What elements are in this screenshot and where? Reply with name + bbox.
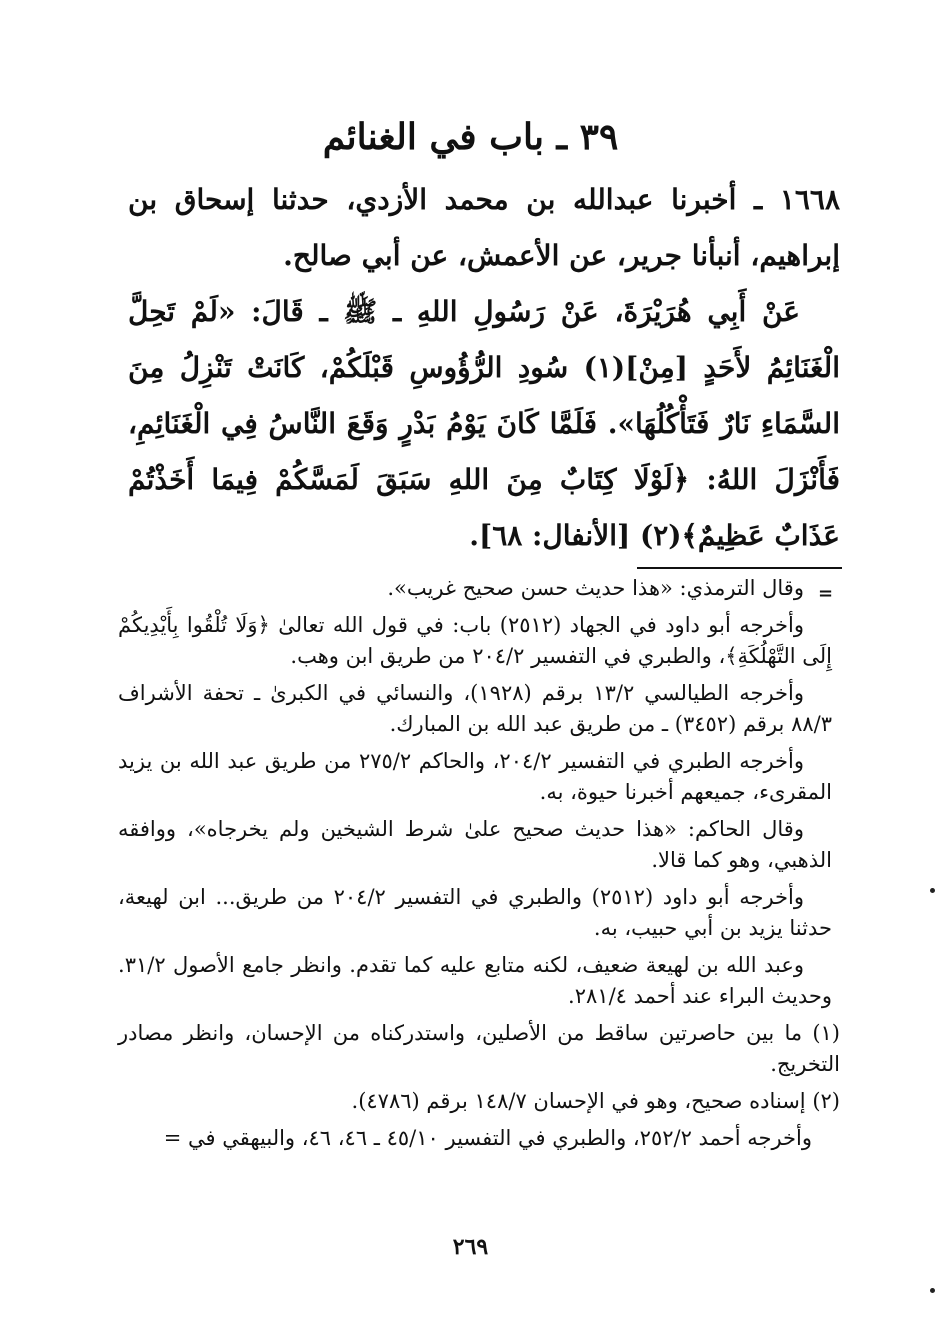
footnote-paragraph: وأخرجه الطبري في التفسير ٢٠٤/٢، والحاكم ٢٧٥/٢ من طريق عبد الله بن يزيد المقرىء، جميعهم أخبرنا حيوة، به.	[118, 749, 832, 804]
footnote-paragraph: وأخرجه الطيالسي ١٣/٢ برقم (١٩٢٨)، والنسائي في الكبرىٰ ـ تحفة الأشراف ٨٨/٣ برقم (٣٤٥٢) ـ من طريق عبد الله بن المبارك.	[118, 681, 832, 736]
footnote-separator	[637, 567, 842, 569]
footnote-paragraph: وعبد الله بن لهيعة ضعيف، لكنه متابع عليه كما تقدم. وانظر جامع الأصول ٣١/٢. وحديث البراء عند أحمد ٢٨١/٤.	[118, 953, 832, 1008]
footnote-2-continuation: وأخرجه أحمد ٢٥٢/٢، والطبري في التفسير ٤٥/١٠ ـ ٤٦، ٤٦، والبيهقي في =	[163, 1126, 812, 1150]
chapter-title: ٣٩ ـ باب في الغنائم	[322, 116, 619, 158]
hadith-matn: عَنْ أَبِي هُرَيْرَةَ، عَنْ رَسُولِ اللهِ ـ ﷺ ـ قَالَ: «لَمْ تَحِلَّ الْغَنَائِمُ لأَحَدٍ [مِنْ](١) سُودِ الرُّؤُوسِ قَبْلَكُمْ، كَانَتْ تَنْزِلُ مِنَ السَّمَاءِ نَارٌ فَتَأْكُلُهَا». فَلَمَّا كَانَ يَوْمُ بَدْرٍ وَقَعَ النَّاسُ فِي الْغَنَائِمِ، فَأَنْزَلَ اللهُ: ﴿لَوْلَا كِتَابٌ مِنَ اللهِ سَبَقَ لَمَسَّكُمْ فِيمَا أَخَذْتُمْ عَذَابٌ عَظِيمٌ﴾(٢) [الأنفال: ٦٨].	[128, 295, 840, 552]
footnotes	[118, 573, 840, 1160]
footnote-paragraph: وأخرجه أبو داود في الجهاد (٢٥١٢) باب: في قول الله تعالىٰ ﴿وَلَا تُلْقُوا بِأَيْدِيكُمْ إِلَى التَّهْلُكَةِ﴾، والطبري في التفسير ٢٠٤/٢ من طريق ابن وهب.	[118, 613, 832, 668]
isnad-line-1: ١٦٦٨ ـ أخبرنا عبدالله بن محمد الأزدي، حدثنا إسحاق بن	[128, 183, 840, 216]
scan-speck	[930, 888, 935, 893]
footnote-paragraph: وقال الترمذي: «هذا حديث حسن صحيح غريب».	[387, 576, 804, 600]
footnote-paragraph: وأخرجه أبو داود (٢٥١٢) والطبري في التفسير ٢٠٤/٢ من طريق... ابن لهيعة، حدثنا يزيد بن أبي حبيب، به.	[118, 885, 832, 940]
footnote-continued	[118, 573, 840, 1012]
isnad-line-2: إبراهيم، أنبأنا جرير، عن الأعمش، عن أبي صالح.	[283, 239, 840, 272]
continuation-mark: =	[818, 583, 834, 604]
scan-speck	[930, 1288, 935, 1293]
page-number: ٢٦٩	[452, 1234, 489, 1260]
footnote-1: (١) ما بين حاصرتين ساقط من الأصلين، واستدركناه من الإحسان، وانظر مصادر التخريج.	[118, 1021, 840, 1076]
hadith-body	[128, 172, 840, 564]
footnote-paragraph: وقال الحاكم: «هذا حديث صحيح علىٰ شرط الشيخين ولم يخرجاه»، ووافقه الذهبي، وهو كما قالا.	[118, 817, 832, 872]
footnote-2: (٢) إسناده صحيح، وهو في الإحسان ١٤٨/٧ برقم (٤٧٨٦).	[351, 1089, 840, 1113]
